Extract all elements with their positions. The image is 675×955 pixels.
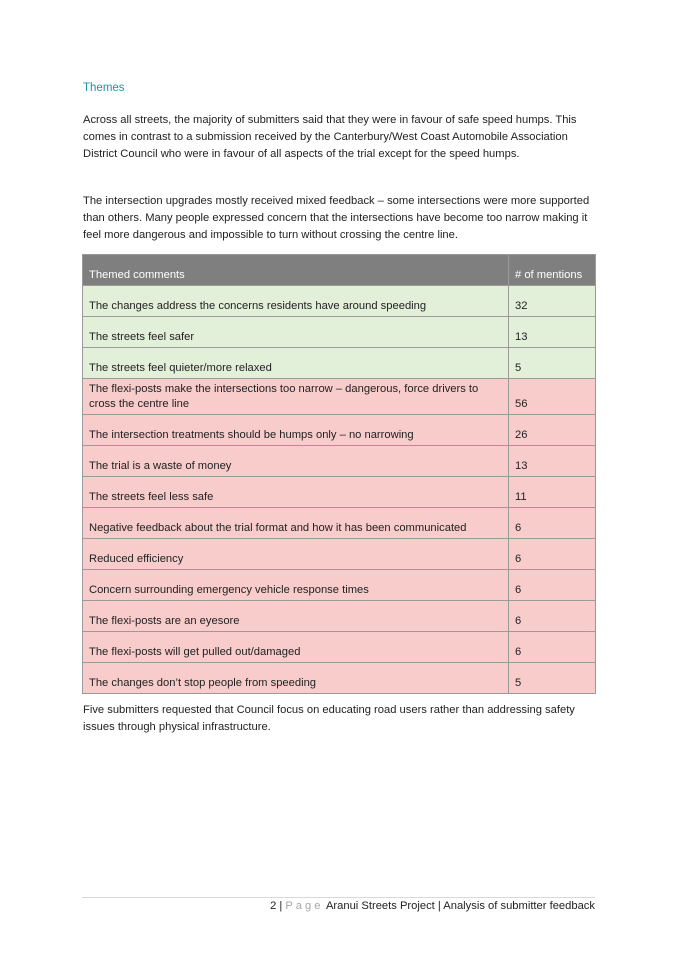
mentions-count-cell: 6 (509, 539, 596, 570)
table-row (83, 539, 596, 570)
page-footer (270, 900, 595, 912)
mentions-count-cell: 26 (509, 415, 596, 446)
themed-comment-cell: The flexi-posts will get pulled out/damaged (83, 632, 509, 663)
page-word: Page (285, 900, 324, 912)
themed-comment-cell: The trial is a waste of money (83, 446, 509, 477)
mentions-count-cell: 11 (509, 477, 596, 508)
table-row (83, 379, 596, 415)
themed-comment-cell: The flexi-posts are an eyesore (83, 601, 509, 632)
themed-comment-cell: The changes don’t stop people from speeding (83, 663, 509, 694)
themed-comment-cell: The streets feel safer (83, 317, 509, 348)
themed-comments-table (82, 254, 596, 694)
page-number: 2 (270, 900, 277, 912)
themed-comment-cell: The flexi-posts make the intersections too narrow – dangerous, force drivers to cross the centre line (83, 379, 509, 415)
mentions-count-cell: 32 (509, 286, 596, 317)
column-header-mentions: # of mentions (509, 255, 596, 286)
mentions-count-cell: 13 (509, 446, 596, 477)
mentions-count-cell: 5 (509, 663, 596, 694)
themed-comment-cell: Concern surrounding emergency vehicle response times (83, 570, 509, 601)
mentions-count-cell: 5 (509, 348, 596, 379)
table-row (83, 570, 596, 601)
mentions-count-cell: 13 (509, 317, 596, 348)
table-body (83, 286, 596, 694)
section-heading: Themes (83, 82, 125, 94)
paragraph-education: Five submitters requested that Council focus on educating road users rather than addressing safety issues through physical infrastructure. (83, 704, 575, 733)
themed-comment-cell: Negative feedback about the trial format and how it has been communicated (83, 508, 509, 539)
table-row (83, 415, 596, 446)
footer-separator: | (279, 900, 283, 912)
mentions-count-cell: 6 (509, 601, 596, 632)
document-title: Aranui Streets Project | Analysis of submitter feedback (325, 900, 595, 912)
table-row (83, 632, 596, 663)
themed-comment-cell: The changes address the concerns residents have around speeding (83, 286, 509, 317)
column-header-comments: Themed comments (83, 255, 509, 286)
table-header-row (83, 255, 596, 286)
table-row (83, 286, 596, 317)
footer-divider (82, 897, 595, 898)
themed-comment-cell: The streets feel less safe (83, 477, 509, 508)
table-row (83, 477, 596, 508)
table-row (83, 317, 596, 348)
themed-comment-cell: The streets feel quieter/more relaxed (83, 348, 509, 379)
themed-comment-cell: The intersection treatments should be humps only – no narrowing (83, 415, 509, 446)
mentions-count-cell: 6 (509, 508, 596, 539)
paragraph-speed-humps: Across all streets, the majority of submitters said that they were in favour of safe speed humps. This comes in contrast to a submission received by the Canterbury/West Coast Automobile Association District Council who were in favour of all aspects of the trial except for the speed humps. (83, 114, 577, 160)
mentions-count-cell: 6 (509, 632, 596, 663)
table-row (83, 601, 596, 632)
table-row (83, 348, 596, 379)
table-row (83, 508, 596, 539)
table-row (83, 663, 596, 694)
mentions-count-cell: 6 (509, 570, 596, 601)
mentions-count-cell: 56 (509, 379, 596, 415)
themed-comment-cell: Reduced efficiency (83, 539, 509, 570)
table-row (83, 446, 596, 477)
paragraph-intersections: The intersection upgrades mostly received mixed feedback – some intersections were more supported than others. Many people expressed concern that the intersections have become too narrow making it feel more dangerous and impossible to turn without crossing the centre line. (83, 195, 590, 241)
